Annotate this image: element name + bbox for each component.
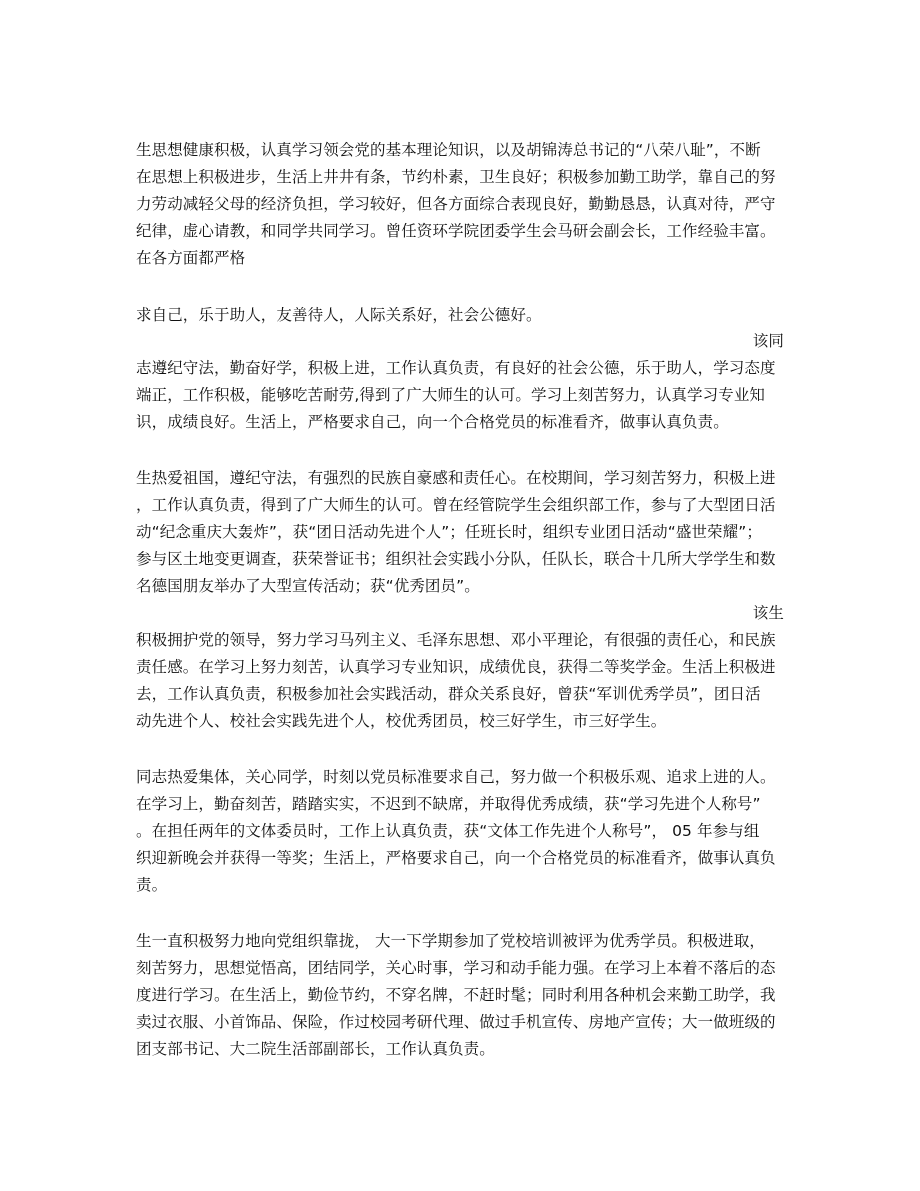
paragraph-1-line-4: 纪律，虚心请教，和同学共同学习。曾任资环学院团委学生会马研会副会长，工作经验丰富。	[136, 222, 776, 240]
paragraph-3-line-3: 识，成绩良好。生活上，严格要求自己，向一个合格党员的标准看齐，做事认真负责。	[136, 413, 729, 431]
paragraph-1-line-1: 生思想健康积极，认真学习领会党的基本理论知识，以及胡锦涛总书记的“八荣八耻”，不断	[136, 141, 761, 159]
paragraph-7-line-1: 生一直积极努力地向党组织靠拢， 大一下学期参加了党校培训被评为优秀学员。积极进取，	[136, 932, 766, 950]
paragraph-3-line-2: 端正，工作积极，能够吃苦耐劳,得到了广大师生的认可。学习上刻苦努力，认真学习专业知	[136, 386, 766, 404]
paragraph-7-line-5: 团支部书记、大二院生活部副部长，工作认真负责。	[136, 1040, 495, 1058]
paragraph-6-line-5: 责。	[136, 876, 168, 894]
paragraph-4-line-3: 动“纪念重庆大轰炸”，获“团日活动先进个人”；任班长时，组织专业团日活动“盛世荣耀”；	[136, 523, 762, 541]
paragraph-5-line-1: 积极拥护党的领导，努力学习马列主义、毛泽东思想、邓小平理论，有很强的责任心，和民族	[136, 631, 776, 649]
paragraph-6-line-2: 在学习上，勤奋刻苦，踏踏实实，不迟到不缺席，并取得优秀成绩，获“学习先进个人称号”	[136, 795, 761, 813]
paragraph-6-line-4: 织迎新晚会并获得一等奖；生活上，严格要求自己，向一个合格党员的标准看齐，做事认真负	[136, 849, 776, 867]
paragraph-7-line-4: 卖过衣服、小首饰品、保险，作过校园考研代理、做过手机宣传、房地产宣传；大一做班级的	[136, 1013, 776, 1031]
paragraph-1-line-2: 在思想上积极进步，生活上井井有条，节约朴素，卫生良好；积极参加勤工助学，靠自己的努	[136, 168, 776, 186]
paragraph-5-lead: 该生	[752, 604, 784, 622]
paragraph-2-line-1: 求自己，乐于助人，友善待人，人际关系好，社会公德好。	[136, 306, 542, 324]
paragraph-7-line-2: 刻苦努力，思想觉悟高，团结同学，关心时事，学习和动手能力强。在学习上本着不落后的态	[136, 959, 776, 977]
paragraph-3-lead: 该同	[752, 332, 784, 350]
paragraph-4-line-4: 参与区土地变更调查，获荣誉证书；组织社会实践小分队，任队长，联合十几所大学学生和数	[136, 550, 776, 568]
paragraph-1-line-5: 在各方面都严格	[136, 249, 246, 267]
paragraph-4-line-1: 生热爱祖国，遵纪守法，有强烈的民族自豪感和责任心。在校期间，学习刻苦努力，积极上进	[136, 469, 776, 487]
paragraph-6-line-1: 同志热爱集体，关心同学，时刻以党员标准要求自己，努力做一个积极乐观、追求上进的人。	[136, 768, 776, 786]
paragraph-1-line-3: 力劳动减轻父母的经济负担，学习较好，但各方面综合表现良好，勤勤恳恳，认真对待，严守	[136, 195, 776, 213]
paragraph-6-line-3: 。在担任两年的文体委员时，工作上认真负责，获“文体工作先进个人称号”， 05 年参与组	[136, 822, 760, 840]
paragraph-7-line-3: 度进行学习。在生活上，勤俭节约，不穿名牌，不赶时髦；同时利用各种机会来勤工助学，我	[136, 986, 776, 1004]
paragraph-5-line-4: 动先进个人、校社会实践先进个人，校优秀团员，校三好学生，市三好学生。	[136, 712, 667, 730]
paragraph-5-line-2: 责任感。在学习上努力刻苦，认真学习专业知识，成绩优良，获得二等奖学金。生活上积极进	[136, 658, 776, 676]
paragraph-4-line-2: ，工作认真负责，得到了广大师生的认可。曾在经管院学生会组织部工作，参与了大型团日活	[136, 496, 776, 514]
paragraph-3-line-1: 志遵纪守法，勤奋好学，积极上进，工作认真负责，有良好的社会公德，乐于助人，学习态度	[136, 359, 776, 377]
paragraph-4-line-5: 名德国朋友举办了大型宣传活动；获“优秀团员”。	[136, 577, 480, 595]
paragraph-5-line-3: 去，工作认真负责，积极参加社会实践活动，群众关系良好，曾获“军训优秀学员”，团日活	[136, 685, 761, 703]
